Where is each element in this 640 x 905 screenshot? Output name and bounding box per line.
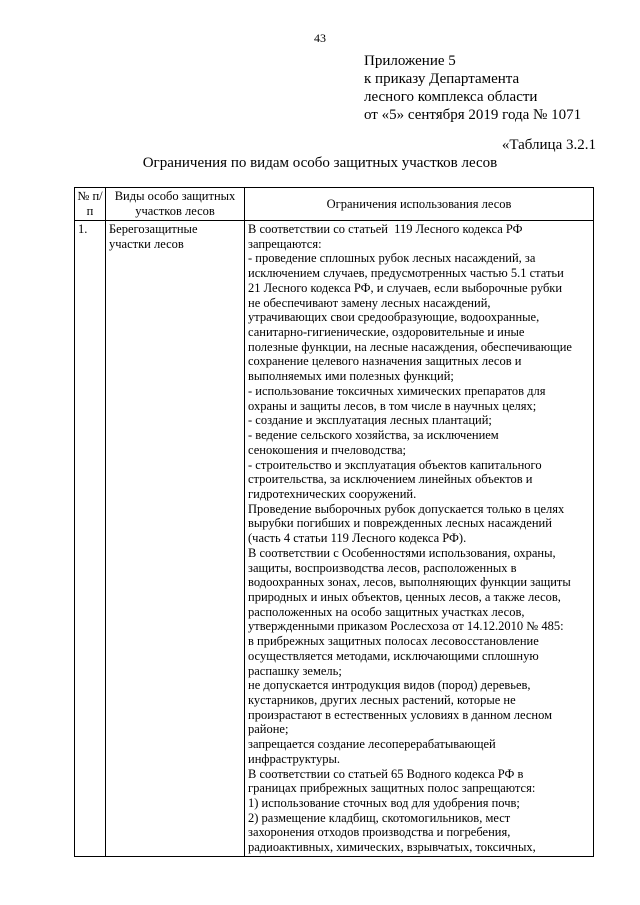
plot-kind-cell: Берегозащитные участки лесов (106, 221, 245, 857)
row-number-cell: 1. (75, 221, 106, 857)
table-row (75, 221, 594, 857)
column-header-protective-plot-kinds: Виды особо защитных участков лесов (106, 188, 245, 221)
table-header-row (75, 188, 594, 221)
table-title: Ограничения по видам особо защитных участков лесов (142, 155, 498, 171)
table-caption: «Таблица 3.2.1 (501, 137, 596, 153)
page-number: 43 (314, 31, 326, 45)
column-header-forest-use-restrictions: Ограничения использования лесов (245, 188, 594, 221)
column-header-number: № п/п (75, 188, 106, 221)
restrictions-cell: В соответствии со статьей 119 Лесного кодекса РФ запрещаются: - проведение сплошных рубок лесных насаждений, за исключением случаев, предусмотренных частью 5.1 статьи 21 Лесного кодекса РФ, и случаев, если выборочные рубки не обеспечивают замену лесных насаждений, утрачивающих свои средообразующие, водоохранные, санитарно-гигиенические, оздоровительные и иные полезные функции, на лесные насаждения, обеспечивающие сохранение целевого назначения защитных лесов и выполняемых ими полезных функций; - использование токсичных химических препаратов для охраны и защиты лесов, в том числе в научных целях; - создание и эксплуатация лесных плантаций; - ведение сельского хозяйства, за исключением сенокошения и пчеловодства; - строительство и эксплуатация объектов капитального строительства, за исключением линейных объектов и гидротехнических сооружений. Проведение выборочных рубок допускается только в целях вырубки погибших и поврежденных лесных насаждений (часть 4 статьи 119 Лесного кодекса РФ). В соответствии с Особенностями использования, охраны, защиты, воспроизводства лесов, расположенных в водоохранных зонах, лесов, выполняющих функции защиты природных и иных объектов, ценных лесов, а также лесов, расположенных на особо защитных участках лесов, утвержденными приказом Рослесхоза от 14.12.2010 № 485: в прибрежных защитных полосах лесовосстановление осуществляется методами, исключающими сплошную распашку земель; не допускается интродукция видов (пород) деревьев, кустарников, других лесных растений, которые не произрастают в естественных условиях в данном лесном районе; запрещается создание лесоперерабатывающей инфраструктуры. В соответствии со статьей 65 Водного кодекса РФ в границах прибрежных защитных полос запрещаются: 1) использование сточных вод для удобрения почв; 2) размещение кладбищ, скотомогильников, мест захоронения отходов производства и погребения, радиоактивных, химических, взрывчатых, токсичных, (245, 221, 594, 857)
appendix-reference-block: Приложение 5 к приказу Департамента лесного комплекса области от «5» сентября 2019 года № 1071 (364, 53, 582, 123)
restrictions-table (74, 187, 594, 857)
